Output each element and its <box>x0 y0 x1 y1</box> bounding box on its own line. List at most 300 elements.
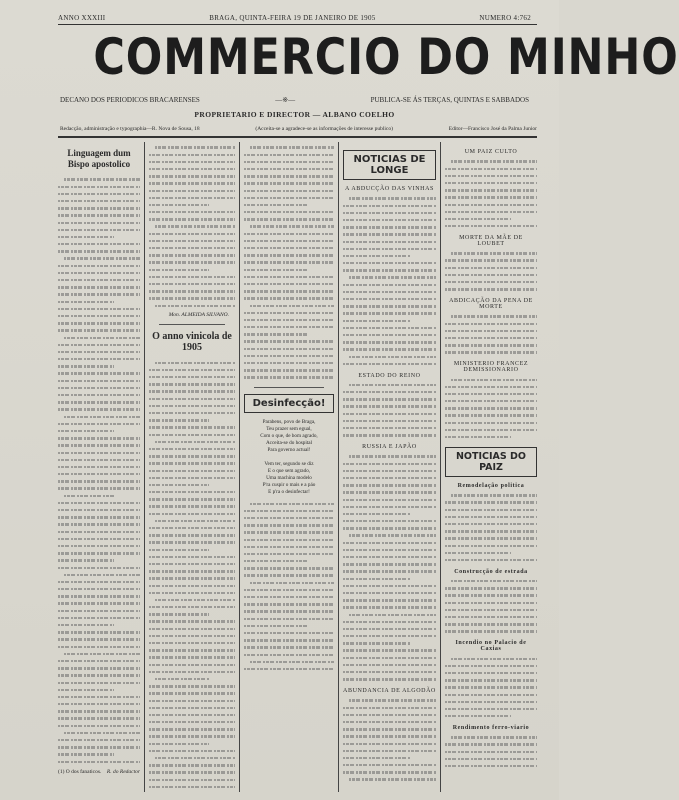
year-label: ANNO XXXIII <box>58 14 106 22</box>
article-body <box>343 697 436 783</box>
text-line <box>58 499 140 506</box>
article-body <box>445 376 537 441</box>
text-line <box>58 428 114 435</box>
annuncios-note: (Acceita-se a agradece-se as informações de interesse publico) <box>255 126 393 132</box>
text-line <box>445 614 537 621</box>
text-line <box>445 513 537 520</box>
text-line <box>149 532 235 539</box>
text-line <box>149 575 235 582</box>
text-line <box>343 769 436 776</box>
kicker: ABDICAÇÃO DA PENA DE MORTE <box>449 298 533 310</box>
article-body <box>445 250 537 293</box>
text-line <box>149 640 235 647</box>
text-line <box>445 327 537 334</box>
text-line <box>244 281 334 288</box>
article-headline: Linguagem dum Bispo apostolico <box>67 148 131 169</box>
text-line <box>149 568 235 575</box>
text-line <box>343 432 436 439</box>
text-line <box>149 151 235 158</box>
text-line <box>343 704 436 711</box>
text-line <box>149 245 235 252</box>
text-line <box>149 783 235 790</box>
text-line <box>343 676 436 683</box>
poem-line: Parabens, povo de Braga, <box>262 419 316 426</box>
text-line <box>58 399 140 406</box>
text-line <box>445 335 537 342</box>
text-line <box>343 618 436 625</box>
text-line <box>149 194 235 201</box>
poem-line: Uma machina modelo <box>266 475 312 482</box>
text-line <box>58 241 140 248</box>
text-line <box>58 622 114 629</box>
text-line <box>445 223 537 230</box>
kicker: MORTE DA MÃE DE LOUBET <box>459 234 523 247</box>
text-line <box>244 158 334 165</box>
text-line <box>149 460 235 467</box>
column-3 <box>244 144 334 794</box>
text-line <box>445 216 511 223</box>
article-body <box>445 578 537 636</box>
text-line <box>244 237 334 244</box>
text-line <box>149 431 235 438</box>
tagline-left: DECANO DOS PERIODICOS BRACARENSES <box>60 96 200 104</box>
kicker: A ABDUCÇÃO DAS VINHAS <box>344 186 434 192</box>
text-line <box>349 274 436 281</box>
text-line <box>58 607 140 614</box>
text-line <box>58 313 140 320</box>
text-line <box>250 144 334 151</box>
article-body <box>343 195 436 368</box>
text-line <box>445 419 537 426</box>
text-line <box>343 654 436 661</box>
proprietor-line: PROPRIETARIO E DIRECTOR — ALBANO COELHO <box>194 110 395 119</box>
text-line <box>244 651 334 658</box>
text-line <box>149 187 235 194</box>
text-line <box>244 601 334 608</box>
text-line <box>343 303 436 310</box>
text-line <box>58 377 140 384</box>
text-line <box>445 670 537 677</box>
text-line <box>250 658 334 665</box>
text-line <box>149 467 235 474</box>
text-line <box>244 529 334 536</box>
text-line <box>445 535 537 542</box>
text-line <box>149 539 235 546</box>
text-line <box>343 317 410 324</box>
text-line <box>149 216 235 223</box>
text-line <box>451 734 537 741</box>
text-line <box>149 453 235 460</box>
text-line <box>58 327 140 334</box>
text-line <box>58 665 140 672</box>
text-line <box>58 614 140 621</box>
text-line <box>149 496 235 503</box>
text-line <box>343 503 436 510</box>
text-line <box>445 585 537 592</box>
article-body <box>149 144 235 309</box>
poem-line: E o que sem agrado, <box>267 468 311 475</box>
text-line <box>58 600 140 607</box>
text-line <box>58 579 140 586</box>
text-line <box>445 286 537 293</box>
text-line <box>445 691 537 698</box>
text-line <box>149 209 235 216</box>
text-line <box>451 492 537 499</box>
text-line <box>58 672 140 679</box>
text-line <box>445 172 537 179</box>
text-line <box>244 166 334 173</box>
text-line <box>58 183 140 190</box>
text-line <box>244 216 334 223</box>
divider <box>254 387 324 388</box>
text-line <box>58 514 140 521</box>
text-line <box>244 295 334 302</box>
text-line <box>244 522 334 529</box>
text-line <box>58 557 114 564</box>
text-line <box>64 571 140 578</box>
text-line <box>451 578 537 585</box>
kicker: ABUNDANCIA DE ALGODÃO <box>343 688 436 694</box>
text-line <box>250 579 334 586</box>
text-line <box>58 708 140 715</box>
article-body <box>244 500 334 673</box>
text-line <box>64 413 140 420</box>
text-line <box>343 475 436 482</box>
text-line <box>58 701 140 708</box>
text-line <box>58 535 140 542</box>
text-line <box>58 658 140 665</box>
text-line <box>149 410 235 417</box>
text-line <box>343 496 436 503</box>
text-line <box>343 238 436 245</box>
text-line <box>343 231 436 238</box>
text-line <box>445 405 537 412</box>
text-line <box>64 729 140 736</box>
text-line <box>244 352 334 359</box>
article-body <box>343 382 436 440</box>
text-line <box>149 712 235 719</box>
text-line <box>244 536 334 543</box>
text-line <box>149 604 235 611</box>
text-line <box>58 406 140 413</box>
text-line <box>58 262 140 269</box>
text-line <box>149 632 235 639</box>
text-line <box>343 339 436 346</box>
text-line <box>149 668 235 675</box>
poem-line: Teu prazer sem egual, <box>266 426 312 433</box>
kicker: ESTADO DO REINO <box>358 372 421 379</box>
text-line <box>149 747 235 754</box>
text-line <box>149 525 235 532</box>
text-line <box>343 410 436 417</box>
column-4 <box>343 144 436 794</box>
text-line <box>58 234 114 241</box>
column-separator <box>144 142 145 792</box>
text-line <box>445 279 537 286</box>
text-line <box>58 449 140 456</box>
text-line <box>149 647 235 654</box>
text-line <box>445 383 537 390</box>
text-line <box>250 500 334 507</box>
text-line <box>58 686 114 693</box>
text-line <box>58 363 114 370</box>
text-line <box>244 666 334 673</box>
text-line <box>244 374 334 381</box>
text-line <box>58 305 140 312</box>
text-line <box>58 744 140 751</box>
text-line <box>244 209 334 216</box>
text-line <box>244 151 334 158</box>
text-line <box>343 267 436 274</box>
text-line <box>343 640 410 647</box>
text-line <box>58 291 140 298</box>
text-line <box>149 625 235 632</box>
text-line <box>343 260 436 267</box>
text-line <box>343 633 436 640</box>
text-line <box>343 626 436 633</box>
text-line <box>244 173 334 180</box>
text-line <box>445 684 537 691</box>
text-line <box>349 353 436 360</box>
text-line <box>58 528 140 535</box>
column-5 <box>445 144 537 794</box>
text-line <box>343 546 436 553</box>
header-rule <box>58 136 537 138</box>
text-line <box>58 643 140 650</box>
text-line <box>343 310 436 317</box>
text-line <box>343 755 410 762</box>
text-line <box>343 511 410 518</box>
text-line <box>149 489 235 496</box>
text-line <box>149 237 235 244</box>
footnote <box>58 769 140 775</box>
text-line <box>149 259 235 266</box>
divider <box>159 324 225 325</box>
text-line <box>149 618 235 625</box>
text-line <box>445 499 537 506</box>
issue-number: NUMERO 4:762 <box>479 14 531 22</box>
text-line <box>58 284 140 291</box>
article-headline: Desinfecção! <box>244 394 334 413</box>
text-line <box>244 338 334 345</box>
kicker: RUSSIA E JAPÃO <box>362 444 417 450</box>
text-line <box>349 532 436 539</box>
column-separator <box>338 142 339 792</box>
text-line <box>445 264 537 271</box>
text-line <box>343 590 436 597</box>
issue-date: BRAGA, QUINTA-FEIRA 19 DE JANEIRO DE 1905 <box>209 14 376 22</box>
text-line <box>155 302 235 309</box>
text-line <box>58 593 140 600</box>
text-line <box>244 187 334 194</box>
text-line <box>349 382 436 389</box>
text-line <box>149 510 235 517</box>
kicker: Construcção de estrada <box>454 568 528 575</box>
poem-line: Acceita-se do hospital <box>265 440 313 447</box>
text-line <box>155 755 235 762</box>
text-line <box>149 654 235 661</box>
text-line <box>149 417 209 424</box>
text-line <box>445 599 537 606</box>
tagline-right: PUBLICA-SE ÁS TERÇAS, QUINTAS E SABBADOS <box>370 96 529 104</box>
text-line <box>244 608 334 615</box>
section-headline: NOTICIAS DE LONGE <box>343 150 436 180</box>
text-line <box>244 273 334 280</box>
text-line <box>343 396 436 403</box>
text-line <box>149 158 235 165</box>
article-body <box>343 453 436 683</box>
text-line <box>244 630 334 637</box>
text-line <box>149 546 209 553</box>
text-line <box>149 503 235 510</box>
editor-line: Editor—Francisco José da Palma Junior <box>448 126 537 132</box>
text-line <box>349 453 436 460</box>
text-line <box>451 158 537 165</box>
text-line <box>149 281 235 288</box>
text-line <box>343 281 436 288</box>
text-line <box>58 198 140 205</box>
text-line <box>244 615 334 622</box>
text-line <box>58 636 140 643</box>
text-line <box>149 395 235 402</box>
text-line <box>244 572 334 579</box>
text-line <box>343 425 436 432</box>
text-line <box>349 611 436 618</box>
text-line <box>244 644 334 651</box>
text-line <box>349 776 436 783</box>
text-line <box>445 755 537 762</box>
text-line <box>155 517 235 524</box>
text-line <box>58 751 114 758</box>
text-line <box>149 180 235 187</box>
text-line <box>58 212 140 219</box>
text-line <box>149 704 235 711</box>
text-line <box>445 606 537 613</box>
text-line <box>149 295 235 302</box>
text-line <box>343 324 436 331</box>
text-line <box>445 412 537 419</box>
text-line <box>343 726 436 733</box>
text-line <box>244 180 334 187</box>
text-line <box>149 661 235 668</box>
text-line <box>244 345 334 352</box>
text-line <box>445 506 537 513</box>
text-line <box>149 374 235 381</box>
text-line <box>343 288 436 295</box>
text-line <box>343 224 436 231</box>
text-line <box>149 474 235 481</box>
text-line <box>343 518 436 525</box>
kicker: Incendio no Palacio de Caxias <box>455 640 527 653</box>
text-line <box>149 589 235 596</box>
article-headline: O anno vinicola de 1905 <box>152 331 232 354</box>
text-line <box>58 543 140 550</box>
text-line <box>58 384 140 391</box>
text-line <box>155 223 235 230</box>
text-line <box>58 485 140 492</box>
text-line <box>149 611 209 618</box>
text-line <box>445 542 537 549</box>
text-line <box>445 713 511 720</box>
text-line <box>58 298 114 305</box>
text-line <box>343 202 436 209</box>
text-line <box>64 492 114 499</box>
poem-block <box>244 419 334 496</box>
article-body <box>149 359 235 790</box>
text-line <box>149 697 235 704</box>
text-line <box>343 575 410 582</box>
tagline-row <box>60 96 529 106</box>
text-line <box>451 250 537 257</box>
poem-line: Com o que, de bom agrado, <box>260 433 318 440</box>
text-line <box>451 376 537 383</box>
text-line <box>343 332 436 339</box>
redaccao-row <box>60 126 537 136</box>
poem-line: Para governo actual! <box>267 447 311 454</box>
text-line <box>445 320 537 327</box>
text-line <box>149 446 235 453</box>
kicker: MINISTERIO FRANCEZ DEMISSIONARIO <box>453 361 529 374</box>
text-line <box>343 482 436 489</box>
text-line <box>343 296 436 303</box>
redaccao-address: Redacção, administração e typographia—R. Nova de Sousa, 18 <box>60 126 200 132</box>
text-line <box>343 740 436 747</box>
text-line <box>149 776 235 783</box>
text-line <box>343 554 436 561</box>
poem-line <box>244 454 334 461</box>
text-line <box>149 769 235 776</box>
text-line <box>58 219 140 226</box>
text-line <box>244 543 334 550</box>
poem-line: Vem ter, segundo se diz <box>264 461 314 468</box>
text-line <box>149 202 209 209</box>
text-line <box>58 392 140 399</box>
text-line <box>445 549 511 556</box>
text-line <box>445 180 537 187</box>
text-line <box>343 747 436 754</box>
text-line <box>445 434 511 441</box>
text-line <box>244 367 334 374</box>
text-line <box>149 273 235 280</box>
text-line <box>64 650 140 657</box>
text-line <box>250 302 334 309</box>
column-separator <box>239 142 240 792</box>
poem-line: P'ra cuspir o mais e a páo <box>262 482 316 489</box>
text-line <box>58 758 140 765</box>
text-line <box>244 637 334 644</box>
text-line <box>445 165 537 172</box>
text-line <box>445 426 537 433</box>
text-line <box>58 341 140 348</box>
text-line <box>149 740 209 747</box>
text-line <box>343 604 436 611</box>
text-line <box>244 202 308 209</box>
text-line <box>58 442 140 449</box>
text-line <box>343 582 436 589</box>
text-line <box>445 201 537 208</box>
text-line <box>343 568 436 575</box>
text-line <box>343 561 436 568</box>
text-line <box>244 266 308 273</box>
text-line <box>58 456 140 463</box>
text-line <box>149 683 235 690</box>
tagline-ornament: —※— <box>275 96 296 104</box>
text-line <box>343 489 436 496</box>
article-body <box>445 313 537 356</box>
text-line <box>343 245 436 252</box>
text-line <box>58 464 140 471</box>
text-line <box>58 564 140 571</box>
